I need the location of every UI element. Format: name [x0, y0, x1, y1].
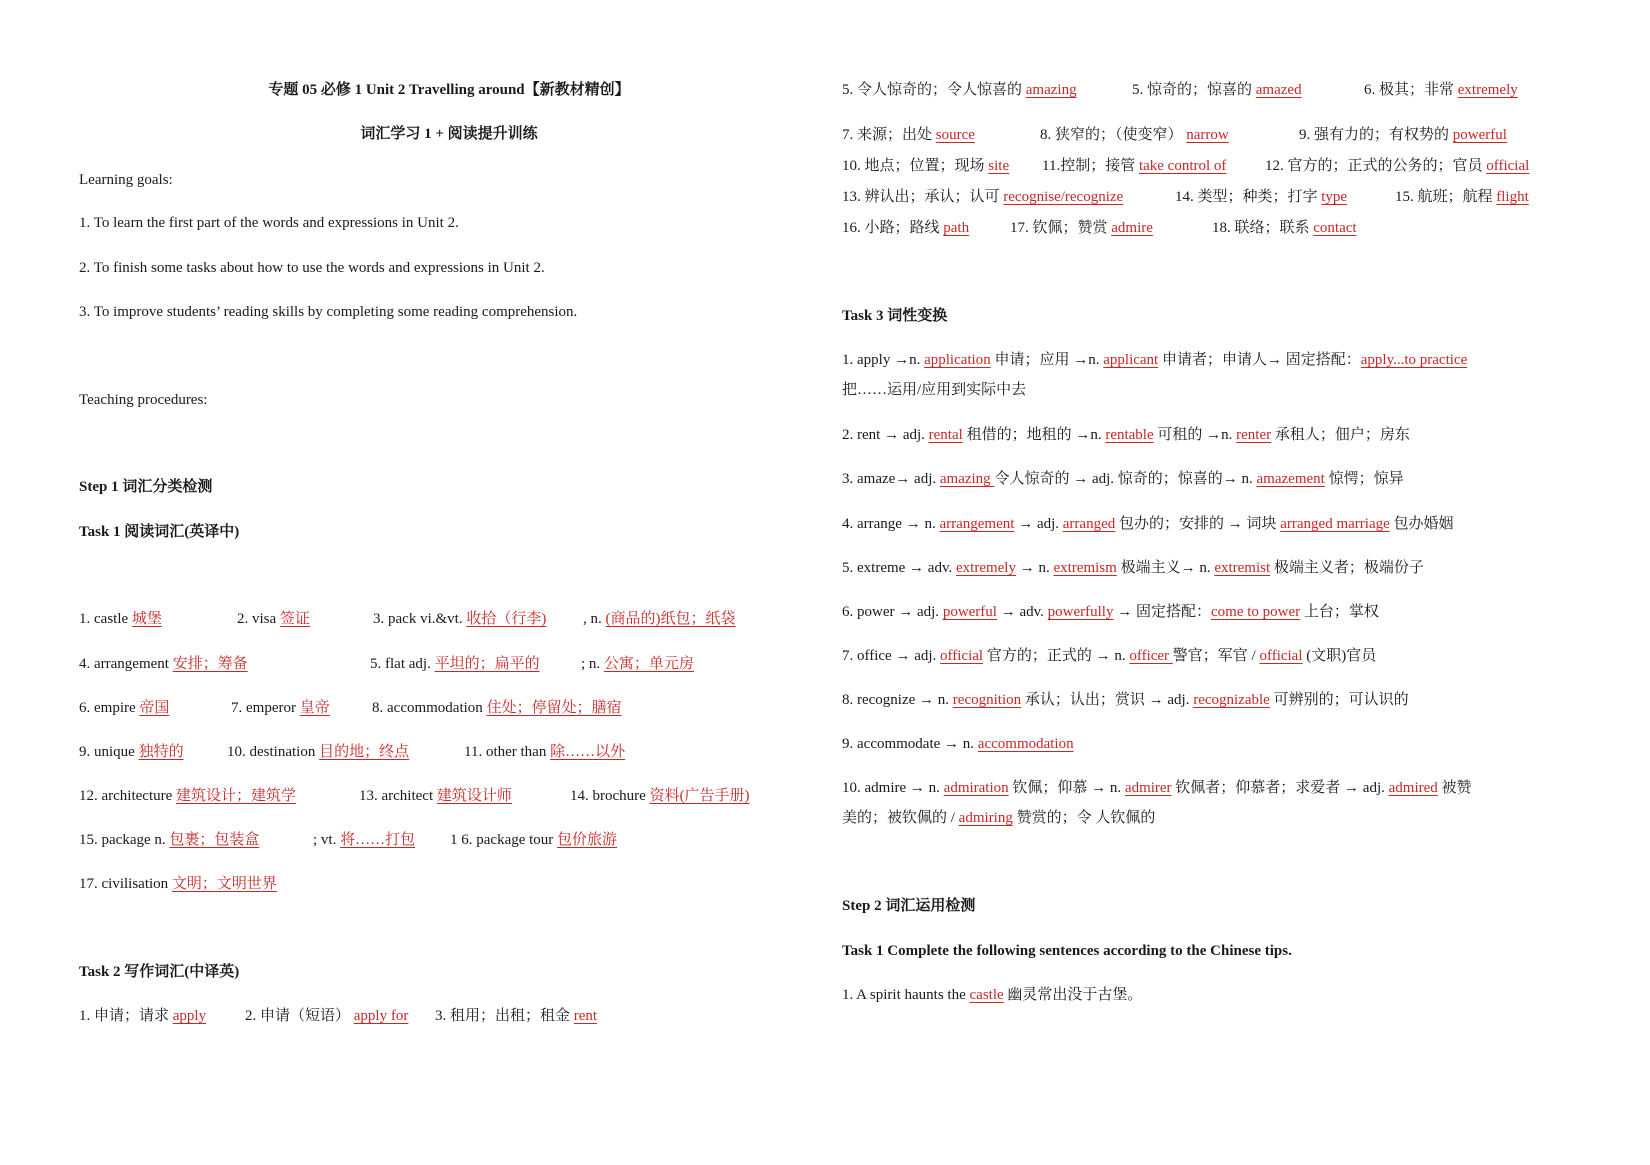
word-form-item	[842, 350, 1467, 370]
vocab-prompt: 9. 强有力的；有权势的	[1299, 127, 1450, 143]
word-form-answer: extremist	[1214, 560, 1271, 576]
vocab-answer: admire	[1111, 220, 1153, 236]
word-form-answer: rentable	[1105, 427, 1154, 443]
word-form-answer: accommodation	[977, 736, 1074, 752]
word-form-answer: extremely	[956, 560, 1016, 576]
vocab-answer: 城堡	[131, 611, 162, 627]
learning-goals-heading: Learning goals:	[79, 172, 173, 188]
word-form-text: → 固定搭配：	[1113, 604, 1211, 620]
goal-item: 2. To finish some tasks about how to use the words and expressions in Unit 2.	[79, 260, 545, 276]
vocab-prompt: 17. 钦佩；赞赏	[1010, 220, 1108, 236]
word-form-item	[842, 380, 1026, 400]
vocab-entry	[79, 1006, 206, 1026]
vocab-entry	[79, 874, 277, 894]
word-form-answer: powerful	[942, 604, 997, 620]
vocab-entry	[450, 830, 617, 850]
word-form-text: 1. A spirit haunts the	[842, 987, 970, 1003]
vocab-prompt: 11. other than	[464, 744, 547, 760]
word-form-item	[842, 558, 1424, 578]
word-form-text: 赞赏的；令 人钦佩的	[1012, 810, 1156, 826]
word-form-answer: powerfully	[1047, 604, 1114, 620]
word-form-text: 租借的；地租的 →n.	[962, 427, 1106, 443]
vocab-answer: 目的地；终点	[319, 744, 410, 760]
vocab-answer: 帝国	[139, 700, 170, 716]
word-form-item	[842, 690, 1409, 710]
vocab-entry	[1395, 187, 1529, 207]
vocab-entry	[370, 654, 540, 674]
word-form-item	[842, 514, 1454, 534]
vocab-prompt: 6. 极其；非常	[1364, 82, 1455, 98]
word-form-text: 钦佩；仰慕 → n.	[1008, 780, 1125, 796]
vocab-entry	[79, 742, 184, 762]
vocab-entry	[842, 80, 1077, 100]
word-form-text: 承认；认出；赏识 → adj.	[1021, 692, 1194, 708]
vocab-answer: recognise/recognize	[1003, 189, 1124, 205]
vocab-entry	[1364, 80, 1518, 100]
word-form-text: 令人惊奇的 → adj. 惊奇的；惊喜的→ n.	[994, 471, 1257, 487]
vocab-entry	[1010, 218, 1153, 238]
vocab-entry	[570, 786, 750, 806]
vocab-answer: 资料(广告手册)	[649, 788, 750, 804]
vocab-answer: 包裹；包装盒	[169, 832, 260, 848]
word-form-item	[842, 646, 1376, 666]
vocab-answer: type	[1321, 189, 1348, 205]
vocab-entry	[1040, 125, 1229, 145]
vocab-prompt: 11.控制；接管	[1042, 158, 1136, 174]
word-form-answer: renter	[1236, 427, 1272, 443]
vocab-prompt: 17. civilisation	[79, 876, 169, 892]
vocab-answer: apply	[172, 1008, 207, 1024]
word-form-answer: extremism	[1053, 560, 1117, 576]
vocab-prompt: 18. 联络；联系	[1212, 220, 1310, 236]
vocab-entry	[1299, 125, 1507, 145]
word-form-item	[842, 734, 1074, 754]
vocab-answer: apply for	[353, 1008, 409, 1024]
word-form-text: 官方的；正式的 → n.	[983, 648, 1130, 664]
word-form-text: 7. office → adj.	[842, 648, 941, 664]
vocab-entry	[842, 187, 1123, 207]
vocab-entry	[435, 1006, 597, 1026]
vocab-prompt: 6. empire	[79, 700, 136, 716]
word-form-answer: official	[940, 648, 984, 664]
word-form-item	[842, 808, 1155, 828]
task1-heading: Task 1 阅读词汇(英译中)	[79, 524, 240, 540]
word-form-text: 可辨别的；可认识的	[1269, 692, 1409, 708]
vocab-prompt: 1 6. package tour	[450, 832, 554, 848]
word-form-text: → adj.	[1014, 516, 1063, 532]
vocab-prompt: 12. architecture	[79, 788, 173, 804]
word-form-text: 4. arrange → n.	[842, 516, 940, 532]
word-form-text: → n.	[1015, 560, 1054, 576]
vocab-entry	[79, 830, 259, 850]
vocab-entry	[231, 698, 330, 718]
word-form-answer: recognizable	[1193, 692, 1270, 708]
vocab-prompt: 12. 官方的；正式的公务的；官员	[1265, 158, 1483, 174]
vocab-answer: contact	[1313, 220, 1357, 236]
vocab-answer: extremely	[1457, 82, 1518, 98]
vocab-entry	[464, 742, 625, 762]
word-form-answer: application	[924, 352, 991, 368]
vocab-answer: amazed	[1255, 82, 1302, 98]
word-form-answer: admirer	[1124, 780, 1172, 796]
word-form-item	[842, 425, 1410, 445]
word-form-answer: amazing	[939, 471, 995, 487]
vocab-prompt: 4. arrangement	[79, 656, 169, 672]
word-form-text: 上台；掌权	[1300, 604, 1379, 620]
word-form-answer: admiring	[958, 810, 1013, 826]
vocab-entry	[79, 698, 169, 718]
vocab-entry	[237, 609, 310, 629]
vocab-answer: 安排；筹备	[172, 656, 248, 672]
word-form-text: 可租的 →n.	[1153, 427, 1237, 443]
word-form-answer: apply...to practice	[1360, 352, 1468, 368]
task3-heading: Task 3 词性变换	[842, 308, 948, 324]
word-form-answer: amazement	[1256, 471, 1325, 487]
word-form-answer: arranged	[1062, 516, 1116, 532]
word-form-answer: arrangement	[939, 516, 1015, 532]
step2-sentence	[842, 985, 1142, 1005]
vocab-entry	[842, 218, 969, 238]
word-form-text: → adv.	[996, 604, 1048, 620]
word-form-text: 惊愕；惊异	[1324, 471, 1404, 487]
vocab-answer: site	[988, 158, 1010, 174]
vocab-answer: 建筑设计师	[436, 788, 512, 804]
word-form-text: 1. apply →n.	[842, 352, 925, 368]
vocab-entry	[842, 156, 1009, 176]
vocab-prompt: 7. emperor	[231, 700, 296, 716]
word-form-text: 极端主义→ n.	[1116, 560, 1215, 576]
word-form-answer: rental	[928, 427, 963, 443]
word-form-answer: applicant	[1103, 352, 1159, 368]
vocab-entry	[1265, 156, 1529, 176]
vocab-entry	[581, 654, 694, 674]
goal-item: 3. To improve students’ reading skills by completing some reading comprehension.	[79, 304, 578, 320]
vocab-prompt: 5. 惊奇的；惊喜的	[1132, 82, 1253, 98]
vocab-prompt: 2. visa	[237, 611, 277, 627]
vocab-answer: amazing	[1025, 82, 1077, 98]
vocab-entry	[1042, 156, 1226, 176]
vocab-prompt: 1. 申请；请求	[79, 1008, 170, 1024]
word-form-text: 把……运用/应用到实际中去	[842, 382, 1027, 398]
vocab-answer: rent	[573, 1008, 598, 1024]
vocab-prompt: 3. 租用；出租；租金	[435, 1008, 571, 1024]
word-form-text: 6. power → adj.	[842, 604, 943, 620]
vocab-prompt: 16. 小路；路线	[842, 220, 940, 236]
step2-heading: Step 2 词汇运用检测	[842, 898, 976, 914]
vocab-answer: 平坦的；扁平的	[434, 656, 540, 672]
vocab-prompt: 10. 地点；位置；现场	[842, 158, 985, 174]
vocab-answer: 包价旅游	[557, 832, 618, 848]
word-form-text: 钦佩者；仰慕者；求爱者 → adj.	[1171, 780, 1389, 796]
vocab-entry	[583, 609, 736, 629]
vocab-entry	[842, 125, 975, 145]
word-form-answer: arranged marriage	[1280, 516, 1390, 532]
vocab-prompt: 9. unique	[79, 744, 135, 760]
vocab-answer: narrow	[1186, 127, 1229, 143]
word-form-text: 承租人；佃户；房东	[1271, 427, 1410, 443]
word-form-text: 包办婚姻	[1389, 516, 1454, 532]
word-form-text: 10. admire → n.	[842, 780, 944, 796]
word-form-text: (文职)官员	[1302, 648, 1377, 664]
vocab-entry	[313, 830, 415, 850]
word-form-text: 美的；被钦佩的 /	[842, 810, 959, 826]
task2-heading: Task 2 写作词汇(中译英)	[79, 964, 240, 980]
word-form-answer: admired	[1388, 780, 1438, 796]
vocab-entry	[1175, 187, 1347, 207]
vocab-prompt: 7. 来源；出处	[842, 127, 933, 143]
vocab-prompt: 5. 令人惊奇的；令人惊喜的	[842, 82, 1023, 98]
vocab-prompt: 2. 申请（短语）	[245, 1008, 351, 1024]
word-form-item	[842, 778, 1472, 798]
word-form-item	[842, 469, 1404, 489]
word-form-answer: officer	[1129, 648, 1173, 664]
word-form-text: 幽灵常出没于古堡。	[1003, 987, 1143, 1003]
teaching-procedures-heading: Teaching procedures:	[79, 392, 208, 408]
vocab-prompt: ; n.	[581, 656, 601, 672]
word-form-text: 警官；军官 /	[1172, 648, 1260, 664]
vocab-prompt: 1. castle	[79, 611, 129, 627]
vocab-answer: 收拾（行李)	[466, 611, 547, 627]
vocab-entry	[372, 698, 622, 718]
vocab-entry	[373, 609, 546, 629]
word-form-answer: castle	[969, 987, 1004, 1003]
vocab-answer: source	[935, 127, 975, 143]
vocab-prompt: 15. 航班；航程	[1395, 189, 1493, 205]
vocab-answer: 皇帝	[299, 700, 330, 716]
word-form-answer: recognition	[952, 692, 1022, 708]
vocab-entry	[1212, 218, 1357, 238]
word-form-text: 极端主义者；极端份子	[1270, 560, 1424, 576]
vocab-answer: (商品的)纸包；纸袋	[605, 611, 736, 627]
vocab-answer: flight	[1496, 189, 1529, 205]
vocab-entry	[79, 609, 162, 629]
vocab-answer: powerful	[1452, 127, 1507, 143]
vocab-prompt: 5. flat adj.	[370, 656, 431, 672]
vocab-entry	[1132, 80, 1302, 100]
step1-heading: Step 1 词汇分类检测	[79, 479, 213, 495]
vocab-prompt: 8. accommodation	[372, 700, 483, 716]
vocab-entry	[79, 654, 248, 674]
vocab-answer: official	[1486, 158, 1530, 174]
vocab-answer: 除……以外	[550, 744, 626, 760]
word-form-text: 被赞	[1437, 780, 1472, 796]
vocab-answer: 住处；停留处；膳宿	[486, 700, 622, 716]
word-form-answer: official	[1259, 648, 1303, 664]
vocab-prompt: 14. 类型；种类；打字	[1175, 189, 1318, 205]
vocab-prompt: 3. pack vi.&vt.	[373, 611, 463, 627]
vocab-prompt: 13. architect	[359, 788, 434, 804]
vocab-answer: 独特的	[138, 744, 184, 760]
vocab-prompt: 14. brochure	[570, 788, 646, 804]
word-form-text: 9. accommodate → n.	[842, 736, 978, 752]
word-form-text: 2. rent → adj.	[842, 427, 929, 443]
word-form-text: 8. recognize → n.	[842, 692, 953, 708]
word-form-answer: come to power	[1211, 604, 1301, 620]
vocab-entry	[79, 786, 296, 806]
word-form-text: 3. amaze→ adj.	[842, 471, 940, 487]
vocab-prompt: 13. 辨认出；承认；认可	[842, 189, 1000, 205]
vocab-prompt: 8. 狭窄的；（使变窄）	[1040, 127, 1183, 143]
vocab-answer: 文明；文明世界	[171, 876, 277, 892]
vocab-answer: 签证	[279, 611, 310, 627]
vocab-prompt: ; vt.	[313, 832, 337, 848]
word-form-text: 包办的；安排的 → 词块	[1115, 516, 1281, 532]
vocab-answer: 将……打包	[340, 832, 416, 848]
word-form-text: 申请者；申请人→ 固定搭配：	[1158, 352, 1361, 368]
vocab-prompt: , n.	[583, 611, 602, 627]
vocab-entry	[227, 742, 409, 762]
vocab-prompt: 15. package n.	[79, 832, 166, 848]
vocab-answer: take control of	[1138, 158, 1227, 174]
vocab-entry	[245, 1006, 408, 1026]
document-title: 专题 05 必修 1 Unit 2 Travelling around【新教材精创】	[268, 82, 630, 98]
vocab-answer: 公寓；单元房	[603, 656, 694, 672]
word-form-text: 5. extreme → adv.	[842, 560, 956, 576]
document-subtitle: 词汇学习 1 + 阅读提升训练	[360, 126, 538, 142]
word-form-answer: admiration	[943, 780, 1009, 796]
word-form-text: 申请；应用 →n.	[990, 352, 1104, 368]
goal-item: 1. To learn the first part of the words and expressions in Unit 2.	[79, 215, 459, 231]
vocab-answer: 建筑设计；建筑学	[176, 788, 297, 804]
step2-task1-heading: Task 1 Complete the following sentences according to the Chinese tips.	[842, 943, 1292, 959]
vocab-prompt: 10. destination	[227, 744, 316, 760]
word-form-item	[842, 602, 1379, 622]
vocab-answer: path	[943, 220, 970, 236]
vocab-entry	[359, 786, 512, 806]
